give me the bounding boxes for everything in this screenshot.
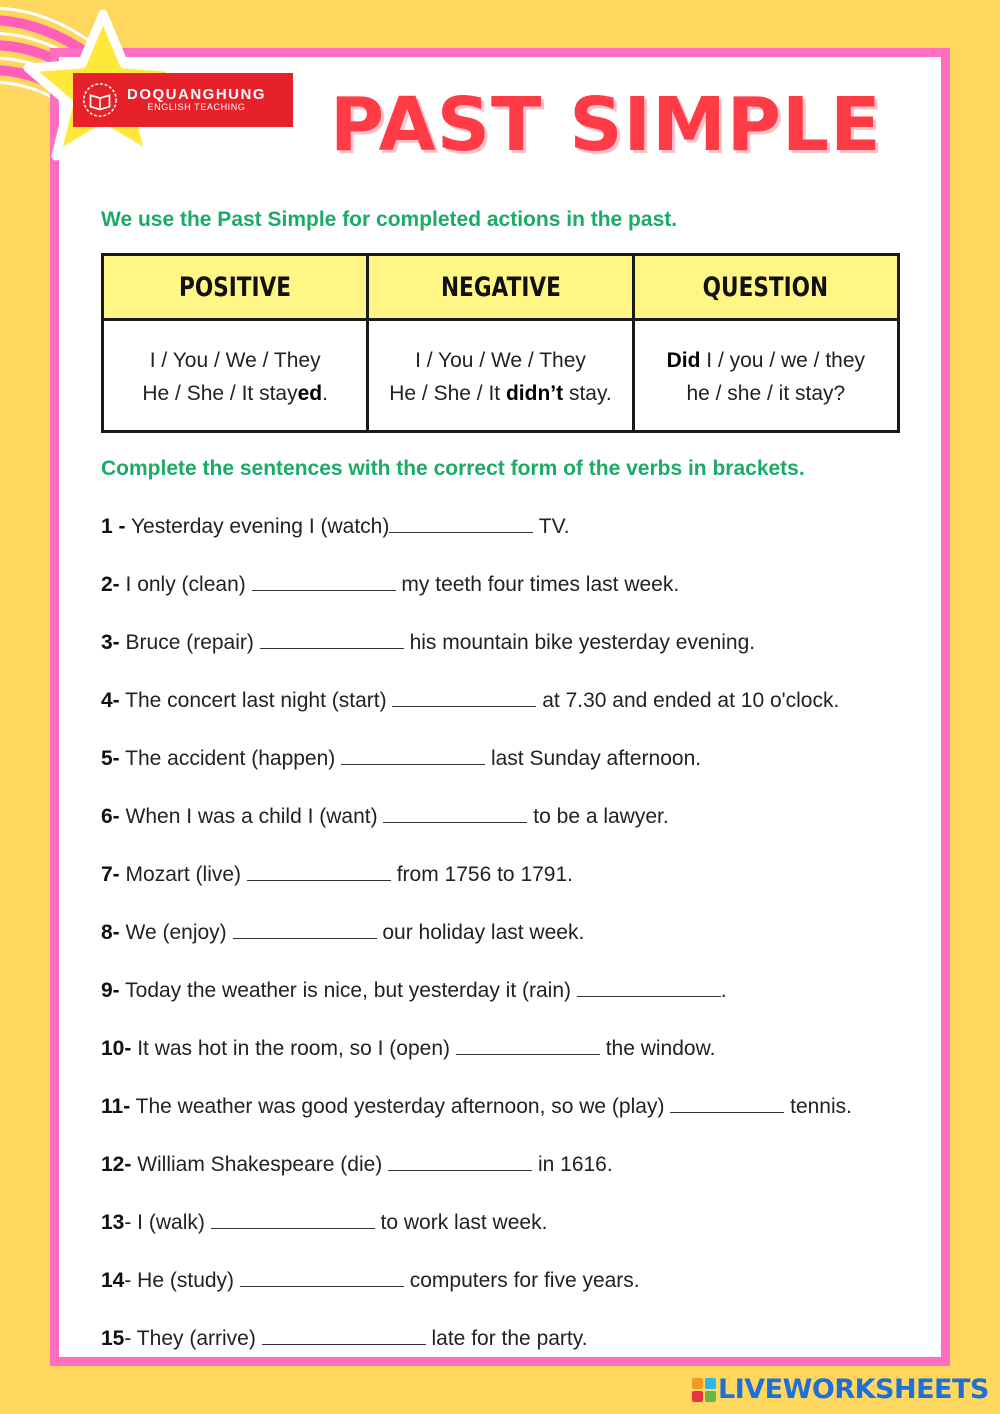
sentence-number: 3- [101,631,120,654]
sentence-prompt: The weather was good yesterday afternoon, so we (play) [130,1095,671,1118]
sentence-ending: to be a lawyer. [527,805,669,828]
answer-blank[interactable] [233,920,377,939]
exercise-instruction: Complete the sentences with the correct form of the verbs in brackets. [101,457,805,480]
positive-cell: I / You / We / They He / She / It stayed. [103,320,368,432]
sentence-number: 4- [101,689,120,712]
sentence-number: 8- [101,921,120,944]
answer-blank[interactable] [247,862,391,881]
sentence-prompt: - They (arrive) [124,1327,262,1350]
sentence-ending: from 1756 to 1791. [390,863,573,886]
intro-text: We use the Past Simple for completed actions in the past. [101,208,678,231]
answer-blank[interactable] [383,804,527,823]
sentence-prompt: - He (study) [124,1269,240,1292]
sentence-number: 7- [101,863,120,886]
answer-blank[interactable] [670,1094,784,1113]
answer-blank[interactable] [240,1268,404,1287]
page-title: PAST SIMPLE [330,82,882,168]
sentence-ending: . [720,979,727,1002]
exercise-sentence [101,630,755,653]
answer-blank[interactable] [260,630,404,649]
sentence-ending: the window. [599,1037,716,1060]
sentence-prompt: William Shakespeare (die) [131,1153,389,1176]
exercise-sentence [101,978,727,1001]
sentence-number: 15 [101,1327,125,1350]
question-cell: Did I / you / we / they he / she / it stay? [633,320,898,432]
answer-blank[interactable] [262,1326,426,1345]
sentence-ending: to work last week. [374,1211,548,1234]
exercise-sentence [101,572,679,595]
answer-blank[interactable] [577,978,721,997]
exercise-sentence [101,514,570,537]
sentence-number: 5- [101,747,120,770]
sentence-prompt: It was hot in the room, so I (open) [131,1037,456,1060]
sentence-prompt: Today the weather is nice, but yesterday it (rain) [119,979,577,1002]
sentence-number: 14 [101,1269,125,1292]
sentence-prompt: I only (clean) [119,573,252,596]
header-negative: NEGATIVE [368,255,633,320]
sentence-ending: TV. [533,515,570,538]
sentence-prompt: When I was a child I (want) [119,805,384,828]
exercise-sentence [101,804,669,827]
answer-blank[interactable] [388,1152,532,1171]
sentence-number: 13 [101,1211,125,1234]
sentence-ending: tennis. [784,1095,852,1118]
lw-badge-icon [692,1378,716,1402]
negative-cell: I / You / We / They He / She / It didn’t stay. [368,320,633,432]
liveworksheets-logo [692,1374,989,1405]
sentence-ending: at 7.30 and ended at 10 o'clock. [536,689,840,712]
sentence-ending: last Sunday afternoon. [485,747,702,770]
exercise-sentence [101,1152,613,1175]
sentence-prompt: We (enjoy) [119,921,233,944]
exercise-sentence [101,688,839,711]
sentence-prompt: Yesterday evening I (watch) [125,515,390,538]
sentence-ending: my teeth four times last week. [395,573,680,596]
sentence-prompt: The accident (happen) [119,747,342,770]
footer-brand: LIVEWORKSHEETS [718,1374,989,1405]
header-question: QUESTION [633,255,898,320]
logo-name: DOQUANGHUNG [127,85,266,103]
sentence-prompt: Bruce (repair) [119,631,260,654]
sentence-number: 6- [101,805,120,828]
sentence-ending: his mountain bike yesterday evening. [403,631,756,654]
answer-blank[interactable] [456,1036,600,1055]
sentence-number: 11- [101,1095,131,1118]
sentence-number: 12- [101,1153,132,1176]
exercise-sentence [101,862,573,885]
sentence-number: 1 - [101,515,126,538]
sentence-number: 2- [101,573,120,596]
brand-logo [73,73,293,127]
answer-blank[interactable] [341,746,485,765]
answer-blank[interactable] [392,688,536,707]
answer-blank[interactable] [211,1210,375,1229]
sentence-ending: computers for five years. [403,1269,640,1292]
sentence-ending: our holiday last week. [376,921,585,944]
sentence-ending: in 1616. [532,1153,613,1176]
sentence-number: 9- [101,979,120,1002]
grammar-table [101,253,900,433]
exercise-sentence [101,920,584,943]
exercise-sentence [101,746,701,769]
sentence-prompt: - I (walk) [124,1211,211,1234]
exercise-sentence [101,1036,715,1059]
exercise-sentence [101,1210,547,1233]
answer-blank[interactable] [389,514,533,533]
exercise-sentence [101,1094,852,1117]
sentence-ending: late for the party. [425,1327,588,1350]
answer-blank[interactable] [252,572,396,591]
exercise-sentence [101,1268,640,1291]
sentence-number: 10- [101,1037,132,1060]
exercise-sentence [101,1326,588,1349]
book-laurel-icon [81,81,119,119]
sentence-prompt: Mozart (live) [119,863,247,886]
header-positive: POSITIVE [103,255,368,320]
sentence-prompt: The concert last night (start) [119,689,393,712]
logo-subtitle: ENGLISH TEACHING [147,102,246,113]
